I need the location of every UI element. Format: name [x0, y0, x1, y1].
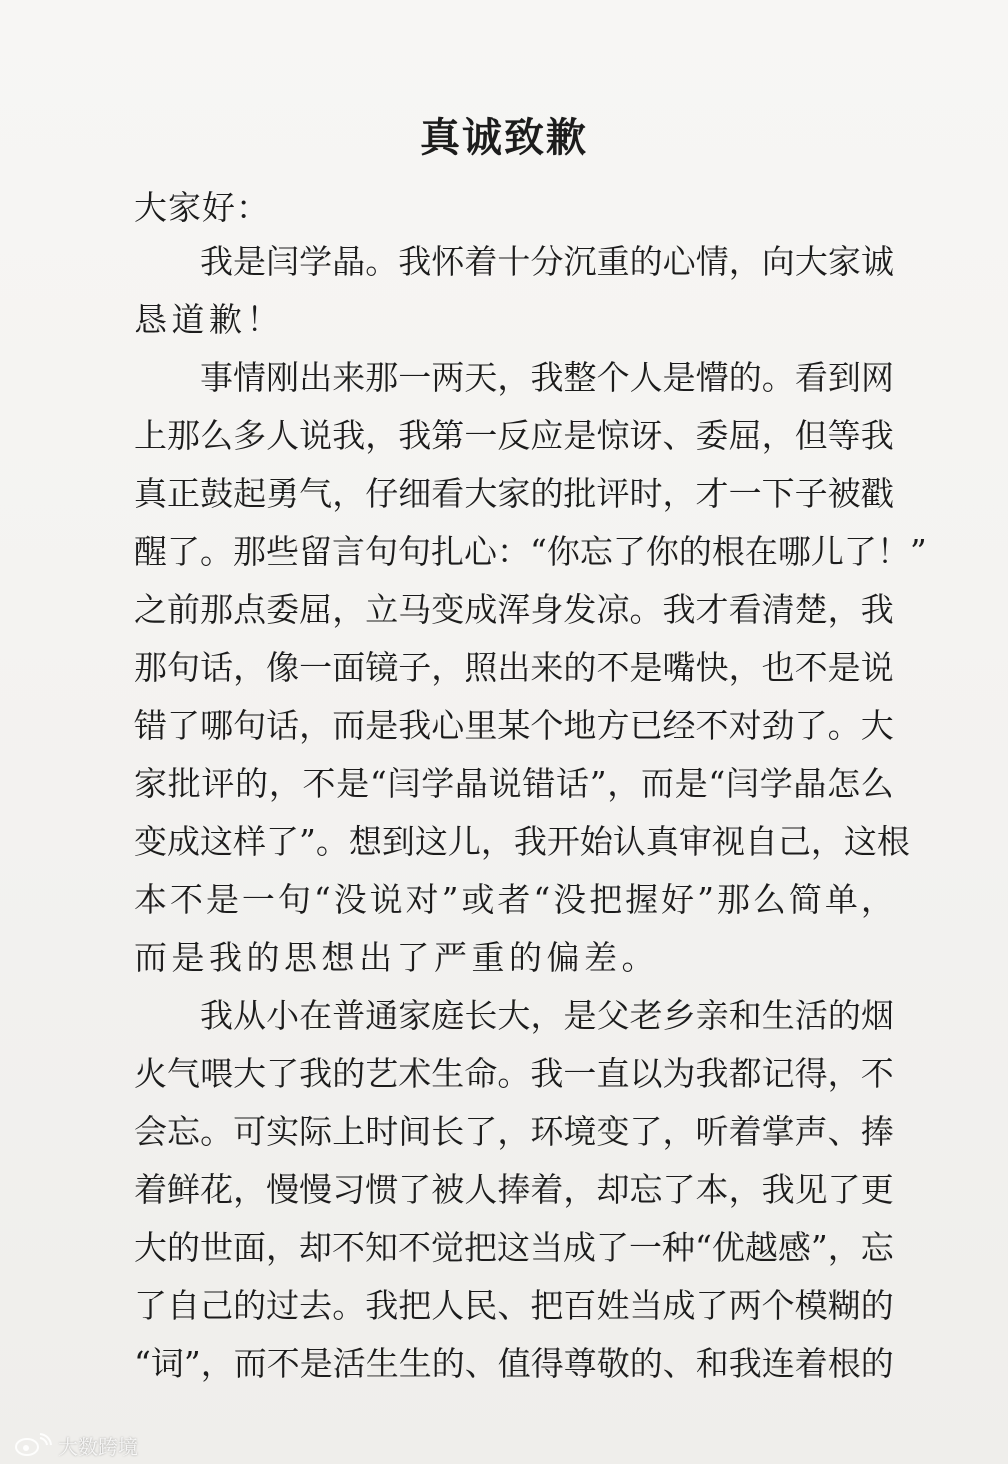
page-title: 真诚致歉 — [420, 114, 588, 161]
watermark — [14, 1430, 138, 1460]
text-line: 了 自 己 的 过 去 。 我 把 人 民 、 把 百 姓 当 成 了 两 个 模 糊 的 — [134, 1286, 894, 1325]
greeting: 大家好： — [134, 188, 270, 227]
text-line: 上 那 么 多 人 说 我 ， 我 第 一 反 应 是 惊 讶 、 委 屈 ， 但 等 我 — [134, 416, 894, 455]
text-line: 我 从 小 在 普 通 家 庭 长 大 ， 是 父 老 乡 亲 和 生 活 的 烟 — [200, 996, 894, 1035]
text-line: 错 了 哪 句 话 ， 而 是 我 心 里 某 个 地 方 已 经 不 对 劲 了 。 大 — [134, 706, 894, 745]
text-line: 家 批 评 的 ， 不 是 “ 闫 学 晶 说 错 话 ” ， 而 是 “ 闫 学 晶 怎 么 — [134, 764, 894, 803]
text-line: 变 成 这 样 了 ” 。 想 到 这 儿 ， 我 开 始 认 真 审 视 自 己 ， 这 根 — [134, 822, 910, 861]
watermark-text: 大数跨境 — [58, 1434, 138, 1459]
text-line: 会 忘 。 可 实 际 上 时 间 长 了 ， 环 境 变 了 ， 听 着 掌 声 、 捧 — [134, 1112, 894, 1151]
text-line: 而是我的思想出了严重的偏差。 — [134, 938, 659, 977]
text-line: 我 是 闫 学 晶 。 我 怀 着 十 分 沉 重 的 心 情 ， 向 大 家 诚 — [200, 242, 894, 281]
text-line: 醒 了 。 那 些 留 言 句 句 扎 心 ： “ 你 忘 了 你 的 根 在 哪 儿 了 ！ ” — [134, 532, 927, 571]
letter-body — [134, 236, 927, 1396]
text-line: 大 的 世 面 ， 却 不 知 不 觉 把 这 当 成 了 一 种 “ 优 越 感 ” ， 忘 — [134, 1228, 894, 1267]
text-line: 火 气 喂 大 了 我 的 艺 术 生 命 。 我 一 直 以 为 我 都 记 得 ， 不 — [134, 1054, 894, 1093]
text-line: 本 不 是 一 句 “ 没 说 对 ” 或 者 “ 没 把 握 好 ” 那 么 简 单 ， — [134, 880, 894, 919]
text-line: 之 前 那 点 委 屈 ， 立 马 变 成 浑 身 发 凉 。 我 才 看 清 楚 ， 我 — [134, 590, 894, 629]
text-line: 事 情 刚 出 来 那 一 两 天 ， 我 整 个 人 是 懵 的 。 看 到 网 — [200, 358, 894, 397]
text-line: 那 句 话 ， 像 一 面 镜 子 ， 照 出 来 的 不 是 嘴 快 ， 也 不 是 说 — [134, 648, 894, 687]
text-line: 真 正 鼓 起 勇 气 ， 仔 细 看 大 家 的 批 评 时 ， 才 一 下 子 被 戳 — [134, 474, 894, 513]
text-line: “ 词 ” ， 而 不 是 活 生 生 的 、 值 得 尊 敬 的 、 和 我 连 着 根 的 — [134, 1344, 894, 1383]
text-line: 着 鲜 花 ， 慢 慢 习 惯 了 被 人 捧 着 ， 却 忘 了 本 ， 我 见 了 更 — [134, 1170, 894, 1209]
weibo-logo-icon — [14, 1432, 52, 1458]
text-line: 恳道歉！ — [134, 300, 284, 339]
